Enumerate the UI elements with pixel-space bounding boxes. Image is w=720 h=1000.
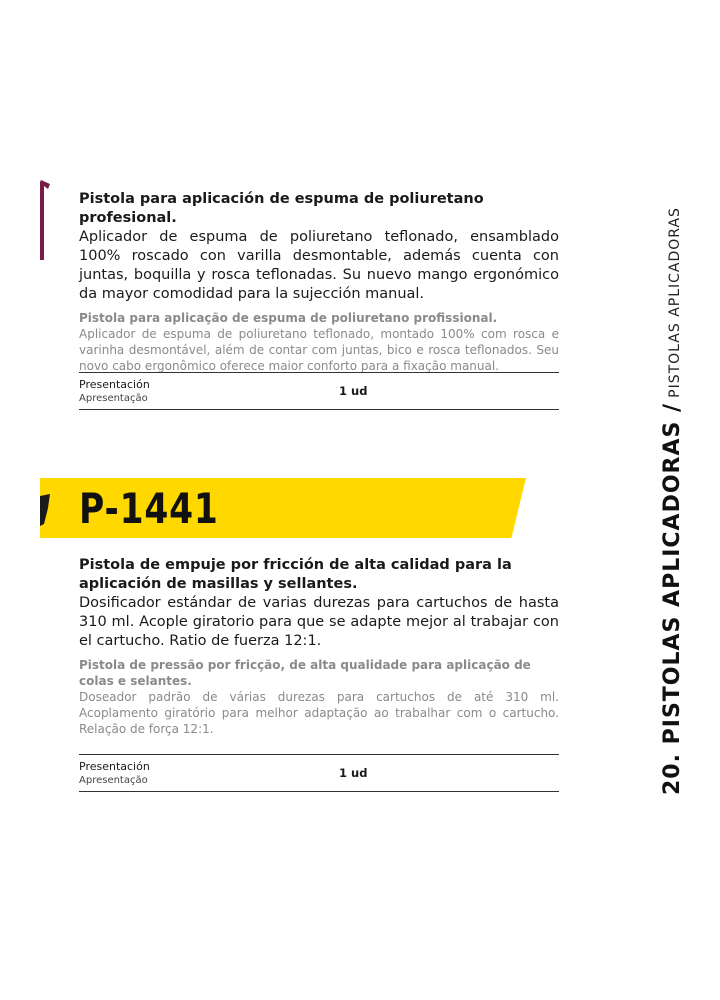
product1-description bbox=[79, 190, 559, 374]
presentation-label-pt: Apresentação bbox=[79, 393, 148, 404]
section-side-label bbox=[660, 207, 685, 795]
product-code: P-1441 bbox=[79, 484, 219, 533]
presentation-label-es: Presentación bbox=[79, 378, 150, 391]
presentation-quantity: 1 ud bbox=[339, 384, 368, 398]
product2-body-es: Dosificador estándar de varias durezas para cartuchos de hasta 310 ml. Acople giratorio para que se adapte mejor al trabajar con el cartucho. Ratio de fuerza 12:1. bbox=[79, 595, 559, 649]
product1-body-pt: Aplicador de espuma de poliuretano teflonado, montado 100% com rosca e varinha desmontável, além de contar com juntas, bico e rosca teflonados. Seu novo cabo ergonômico oferece maior conforto para a fixação manual. bbox=[79, 327, 559, 373]
product-image-fragment-2 bbox=[40, 494, 52, 526]
product-image-fragment bbox=[38, 180, 52, 260]
presentation-quantity: 1 ud bbox=[339, 766, 368, 780]
product1-title-pt: Pistola para aplicação de espuma de poliuretano profissional. bbox=[79, 311, 498, 325]
product2-body-pt: Doseador padrão de várias durezas para cartuchos de até 310 ml. Acoplamento giratório para melhor adaptação ao trabalhar com o cartucho. Relação de força 12:1. bbox=[79, 690, 559, 736]
product2-description bbox=[79, 556, 559, 737]
product1-body-es: Aplicador de espuma de poliuretano teflonado, ensamblado 100% roscado con varilla desmontable, además cuenta con juntas, boquilla y rosca teflonadas. Su nuevo mango ergonómico da mayor comodidad para la sujección manual. bbox=[79, 229, 559, 302]
product2-presentation-row bbox=[79, 754, 559, 792]
section-subtitle: PISTOLAS APLICADORAS bbox=[667, 207, 683, 398]
presentation-label-es: Presentación bbox=[79, 760, 150, 773]
product1-title-es: Pistola para aplicación de espuma de poliuretano profesional. bbox=[79, 191, 484, 226]
product2-title-es: Pistola de empuje por fricción de alta calidad para la aplicación de masillas y sellantes. bbox=[79, 557, 512, 592]
presentation-label-pt: Apresentação bbox=[79, 775, 148, 786]
product2-title-pt: Pistola de pressão por fricção, de alta qualidade para aplicação de colas e selantes. bbox=[79, 658, 531, 688]
section-title: 20. PISTOLAS APLICADORAS / bbox=[660, 402, 685, 795]
product1-presentation-row bbox=[79, 372, 559, 410]
